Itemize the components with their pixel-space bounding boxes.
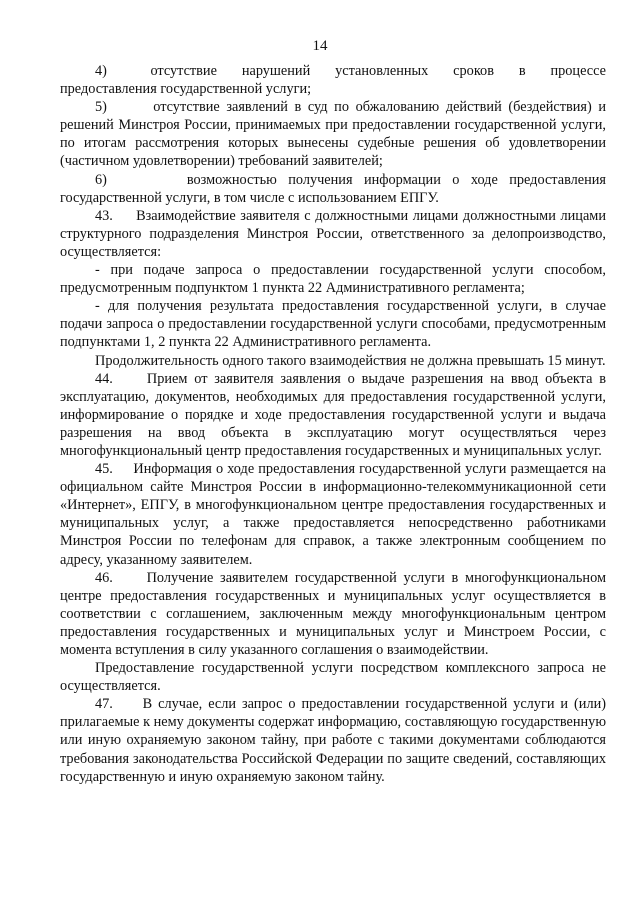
item-5-paragraph: 5) отсутствие заявлений в суд по обжалованию действий (бездействия) и решений Минстроя России, принимаемых при предоставлении государственной услуги, по итогам рассмотрения которых вынесены судебные решения об удовлетворении (частичном удовлетворении) требований заявителей; bbox=[60, 99, 606, 170]
clause-43-paragraph: 43. Взаимодействие заявителя с должностными лицами должностными лицами структурного подразделения Минстроя России, ответственного за делопроизводство, осуществляется: bbox=[60, 207, 606, 260]
clause-43-bullet-submission: - при подаче запроса о предоставлении государственной услуги способом, предусмотренным подпунктом 1 пункта 22 Административного регламента; bbox=[60, 262, 606, 297]
duration-paragraph: Продолжительность одного такого взаимодействия не должна превышать 15 минут. bbox=[95, 352, 606, 369]
item-6-paragraph: 6) возможностью получения информации о ходе предоставления государственной услуги, в том числе с использованием ЕПГУ. bbox=[60, 171, 606, 206]
clause-45-paragraph: 45. Информация о ходе предоставления государственной услуги размещается на официальном сайте Минстроя России в информационно-телекоммуникационной сети «Интернет», ЕПГУ, в многофункциональном центре предоставления государственных и муниципальных услуг, а также предоставляется непосредственно работниками Минстроя России по телефонам для справок, а также электронным сообщением по адресу, указанному заявителем. bbox=[60, 461, 606, 568]
clause-44-paragraph: 44. Прием от заявителя заявления о выдаче разрешения на ввод объекта в эксплуатацию, документов, необходимых для предоставления государственной услуги, информирование о порядке и ходе предоставления государственной услуги и выдача разрешения на ввод объекта в эксплуатацию могут осуществляться через многофункциональный центр предоставления государственных и муниципальных услуг. bbox=[60, 370, 606, 459]
clause-46-paragraph: 46. Получение заявителем государственной услуги в многофункциональном центре предоставления государственных и муниципальных услуг осуществляется в соответствии с соглашением, заключенным между многофункциональным центром предоставления государственных и муниципальных услуг и Минстроем России, с момента вступления в силу указанного соглашения о взаимодействии. bbox=[60, 569, 606, 658]
page-number: 14 bbox=[312, 38, 328, 54]
clause-47-paragraph: 47. В случае, если запрос о предоставлении государственной услуги и (или) прилагаемые к нему документы содержат информацию, составляющую государственную или иную охраняемую законом тайну, при работе с такими документами соблюдаются требования законодательства Российской Федерации по защите сведений, составляющих государственную и иную охраняемую законом тайну. bbox=[60, 696, 606, 785]
document-body bbox=[60, 62, 606, 786]
complex-request-paragraph: Предоставление государственной услуги посредством комплексного запроса не осуществляется. bbox=[60, 660, 606, 695]
clause-43-bullet-result: - для получения результата предоставления государственной услуги, в случае подачи запроса о предоставлении государственной услуги способами, предусмотренным подпунктами 1, 2 пункта 22 Административного регламента. bbox=[60, 298, 606, 351]
item-4-paragraph: 4) отсутствие нарушений установленных сроков в процессе предоставления государственной услуги; bbox=[60, 63, 606, 98]
